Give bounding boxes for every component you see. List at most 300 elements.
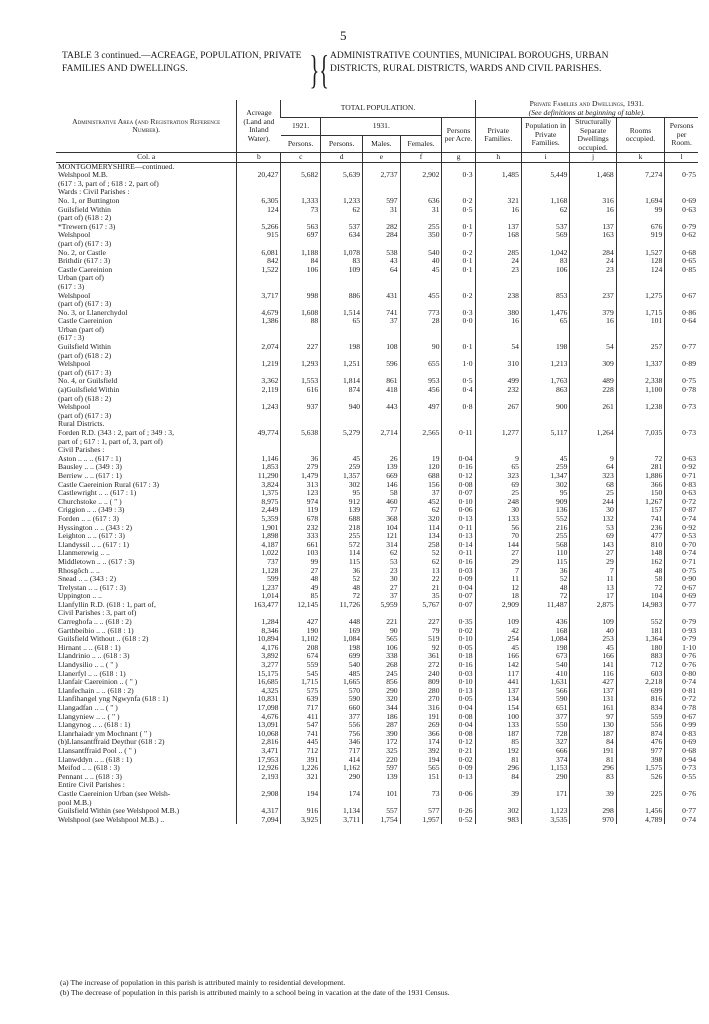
header-females: Females. — [400, 135, 442, 153]
value-cell: 133 — [475, 515, 521, 524]
value-cell: 455 — [400, 292, 442, 301]
value-cell — [363, 369, 400, 378]
value-cell: 1,188 — [281, 249, 321, 258]
table-row — [56, 575, 698, 584]
value-cell: 0·89 — [665, 360, 698, 369]
value-cell — [616, 180, 665, 189]
value-cell: 0·0 — [442, 317, 475, 326]
value-cell: 737 — [237, 558, 281, 567]
value-cell — [442, 352, 475, 361]
value-cell: 1,333 — [281, 197, 321, 206]
value-cell — [665, 799, 698, 808]
area-cell: Llandyssil .. .. (617 : 1) — [58, 540, 130, 549]
table-row — [56, 601, 698, 610]
value-cell — [281, 420, 321, 429]
value-cell: 161 — [570, 704, 616, 713]
value-cell: 661 — [281, 541, 321, 550]
value-cell — [363, 412, 400, 421]
value-cell: 168 — [521, 627, 570, 636]
value-cell: 651 — [521, 704, 570, 713]
value-cell: 1,128 — [237, 567, 281, 576]
value-cell: 327 — [521, 738, 570, 747]
value-cell — [400, 326, 442, 335]
value-cell: 3,711 — [321, 816, 363, 825]
value-cell — [475, 412, 521, 421]
header-private-families — [475, 100, 698, 118]
value-cell: 540 — [321, 661, 363, 670]
value-cell: 190 — [281, 627, 321, 636]
value-cell: 108 — [363, 343, 400, 352]
value-cell: 374 — [521, 756, 570, 765]
value-cell: 37 — [363, 317, 400, 326]
value-cell: 131 — [570, 695, 616, 704]
value-cell — [665, 412, 698, 421]
value-cell — [616, 781, 665, 790]
value-cell: 2,714 — [363, 429, 400, 438]
value-cell: 445 — [281, 738, 321, 747]
value-cell: 64 — [363, 266, 400, 275]
value-cell: 12 — [475, 584, 521, 593]
table-row — [56, 756, 698, 765]
value-cell: 0·07 — [442, 489, 475, 498]
value-cell: 3,471 — [237, 747, 281, 756]
value-cell: 699 — [321, 652, 363, 661]
value-cell: 861 — [363, 377, 400, 386]
value-cell — [237, 369, 281, 378]
value-cell — [570, 609, 616, 618]
value-cell — [665, 162, 698, 171]
value-cell: 106 — [363, 644, 400, 653]
value-cell: 1,468 — [570, 171, 616, 180]
col-letter: b — [237, 153, 281, 163]
value-cell: 84 — [570, 738, 616, 747]
value-cell: 10,894 — [237, 635, 281, 644]
value-cell: 937 — [281, 403, 321, 412]
value-cell: 24 — [570, 257, 616, 266]
value-cell: 540 — [400, 249, 442, 258]
value-cell: 489 — [570, 377, 616, 386]
value-cell: 1,476 — [521, 309, 570, 318]
header-1931: 1931. — [321, 118, 442, 136]
area-cell: Entire Civil Parishes : — [58, 781, 125, 790]
value-cell — [475, 162, 521, 171]
value-cell: 103 — [281, 549, 321, 558]
table-row — [56, 515, 698, 524]
value-cell — [281, 274, 321, 283]
value-cell: 639 — [281, 695, 321, 704]
value-cell — [442, 446, 475, 455]
value-cell: 144 — [475, 541, 521, 550]
value-cell: 309 — [570, 360, 616, 369]
value-cell: 0·07 — [442, 601, 475, 610]
value-cell — [475, 180, 521, 189]
value-cell: 0·74 — [665, 515, 698, 524]
area-cell: Llandrinio .. .. (618 : 3) — [58, 652, 130, 661]
value-cell — [321, 300, 363, 309]
value-cell: 104 — [616, 592, 665, 601]
value-cell: 1,715 — [281, 678, 321, 687]
value-cell: 31 — [363, 206, 400, 215]
value-cell — [400, 412, 442, 421]
value-cell: 180 — [616, 644, 665, 653]
value-cell — [570, 369, 616, 378]
table-row — [56, 489, 698, 498]
value-cell: 16 — [570, 206, 616, 215]
table-row — [56, 558, 698, 567]
table-row — [56, 781, 698, 790]
value-cell: 456 — [400, 386, 442, 395]
value-cell: 0·67 — [665, 584, 698, 593]
value-cell: 0·14 — [442, 541, 475, 550]
value-cell: 0·08 — [442, 730, 475, 739]
value-cell: 0·73 — [665, 403, 698, 412]
value-cell: 427 — [570, 678, 616, 687]
value-cell: 0·02 — [442, 756, 475, 765]
value-cell: 69 — [475, 481, 521, 490]
value-cell: 141 — [570, 661, 616, 670]
value-cell — [363, 162, 400, 171]
value-cell — [237, 180, 281, 189]
value-cell — [665, 369, 698, 378]
value-cell — [570, 300, 616, 309]
table-row — [56, 377, 698, 386]
value-cell — [475, 326, 521, 335]
title-right: ADMINISTRATIVE COUNTIES, MUNICIPAL BOROUGHS, URBAN DISTRICTS, RURAL DISTRICTS, WARDS AND CIVIL PARISHES. — [330, 51, 609, 74]
value-cell — [616, 214, 665, 223]
header-pf: Private Families. — [475, 118, 521, 153]
value-cell: 115 — [521, 558, 570, 567]
value-cell: 1,293 — [281, 360, 321, 369]
footnote: (b) The decrease of population in this parish is attributed mainly to a school being in vacation at the date of the 1931 Census. — [60, 988, 450, 997]
value-cell: 95 — [321, 489, 363, 498]
value-cell: 1,665 — [321, 678, 363, 687]
value-cell: 998 — [281, 292, 321, 301]
value-cell — [442, 300, 475, 309]
value-cell — [475, 188, 521, 197]
area-cell: Brithdir (617 : 3) — [58, 257, 111, 266]
value-cell: 436 — [521, 618, 570, 627]
value-cell: 883 — [616, 652, 665, 661]
header-persons-1931: Persons. — [321, 135, 363, 153]
value-cell — [475, 369, 521, 378]
value-cell: 0·76 — [665, 790, 698, 799]
value-cell — [475, 274, 521, 283]
value-cell: 0·68 — [665, 747, 698, 756]
value-cell: 192 — [475, 747, 521, 756]
value-cell: 81 — [570, 756, 616, 765]
value-cell: 1,364 — [616, 635, 665, 644]
table-row — [56, 532, 698, 541]
value-cell: 1,237 — [237, 584, 281, 593]
value-cell — [616, 274, 665, 283]
value-cell: 3,277 — [237, 661, 281, 670]
value-cell: 106 — [281, 266, 321, 275]
table-row — [56, 292, 698, 301]
value-cell: 1,100 — [616, 386, 665, 395]
area-cell: Llanfihangel yng Ngwynfa (618 : 1) — [58, 695, 169, 704]
value-cell: 0·04 — [442, 584, 475, 593]
value-cell: 208 — [281, 644, 321, 653]
table-row — [56, 180, 698, 189]
area-cell: Llanerfyl .. .. (618 : 1) — [58, 669, 126, 678]
value-cell: 143 — [570, 541, 616, 550]
value-cell: 272 — [400, 661, 442, 670]
table-row — [56, 214, 698, 223]
area-cell: Welshpool M.B. — [58, 171, 108, 180]
table-row — [56, 266, 698, 275]
value-cell: 134 — [400, 532, 442, 541]
value-cell: 4,789 — [616, 816, 665, 825]
value-cell: 4,325 — [237, 687, 281, 696]
value-cell: 73 — [400, 790, 442, 799]
area-cell: Criggion .. .. (349 : 3) — [58, 506, 125, 515]
table-row — [56, 171, 698, 180]
area-cell: Civil Parishes : — [58, 446, 105, 455]
header-pop-pf: Population in Private Families. — [521, 118, 570, 153]
value-cell — [442, 274, 475, 283]
value-cell — [570, 352, 616, 361]
value-cell — [665, 180, 698, 189]
value-cell: 220 — [363, 756, 400, 765]
value-cell: 11,487 — [521, 601, 570, 610]
value-cell: 1,901 — [237, 524, 281, 533]
value-cell: 0·10 — [442, 678, 475, 687]
value-cell: 84 — [475, 773, 521, 782]
value-cell: 717 — [321, 747, 363, 756]
value-cell: 8,346 — [237, 627, 281, 636]
value-cell — [616, 420, 665, 429]
value-cell: 1,485 — [475, 171, 521, 180]
value-cell — [442, 180, 475, 189]
value-cell: 0·67 — [665, 713, 698, 722]
value-cell: 296 — [475, 764, 521, 773]
value-cell: 19 — [400, 455, 442, 464]
value-cell: 62 — [363, 549, 400, 558]
value-cell: 16,685 — [237, 678, 281, 687]
value-cell — [616, 240, 665, 249]
value-cell: 0·13 — [442, 687, 475, 696]
value-cell: 909 — [521, 498, 570, 507]
value-cell — [363, 180, 400, 189]
value-cell: 0·5 — [442, 206, 475, 215]
value-cell: 116 — [570, 670, 616, 679]
value-cell: 0·74 — [665, 678, 698, 687]
value-cell: 56 — [475, 524, 521, 533]
value-cell: 634 — [321, 231, 363, 240]
value-cell — [521, 420, 570, 429]
value-cell — [521, 188, 570, 197]
value-cell: 1,014 — [237, 592, 281, 601]
value-cell: 537 — [321, 223, 363, 232]
value-cell: 660 — [321, 704, 363, 713]
value-cell: 139 — [363, 773, 400, 782]
value-cell: 245 — [363, 670, 400, 679]
value-cell: 24 — [475, 257, 521, 266]
value-cell — [521, 781, 570, 790]
value-cell: 11,726 — [321, 601, 363, 610]
value-cell: 0·3 — [442, 171, 475, 180]
value-cell — [570, 395, 616, 404]
col-letter: h — [475, 153, 521, 163]
area-cell: Llanmerewig .. .. — [58, 549, 110, 558]
value-cell: 1,898 — [237, 532, 281, 541]
value-cell: 267 — [475, 403, 521, 412]
value-cell: 1,238 — [616, 403, 665, 412]
value-cell: 1,233 — [321, 197, 363, 206]
value-cell: 597 — [363, 197, 400, 206]
value-cell: 0·69 — [665, 592, 698, 601]
table-row — [56, 352, 698, 361]
value-cell — [321, 438, 363, 447]
value-cell: 45 — [475, 644, 521, 653]
value-cell: 296 — [570, 764, 616, 773]
value-cell: 187 — [570, 730, 616, 739]
value-cell: 194 — [400, 756, 442, 765]
value-cell: 569 — [521, 231, 570, 240]
value-cell — [665, 283, 698, 292]
value-cell: 114 — [400, 524, 442, 533]
value-cell: 12,926 — [237, 764, 281, 773]
area-cell: Llansantffraid Pool .. ( " ) — [58, 746, 137, 755]
value-cell: 0·1 — [442, 257, 475, 266]
value-cell: 5,959 — [363, 601, 400, 610]
value-cell — [616, 438, 665, 447]
value-cell — [616, 326, 665, 335]
value-cell: 0·73 — [665, 429, 698, 438]
value-cell: 53 — [570, 524, 616, 533]
value-cell: 0·72 — [665, 498, 698, 507]
value-cell: 0·13 — [442, 532, 475, 541]
value-cell: 20,427 — [237, 171, 281, 180]
value-cell — [665, 326, 698, 335]
table-row — [56, 455, 698, 464]
value-cell: 0·67 — [665, 292, 698, 301]
area-cell: Uppington .. .. — [58, 592, 102, 601]
value-cell: 728 — [521, 730, 570, 739]
value-cell: 7,274 — [616, 171, 665, 180]
value-cell: 410 — [521, 670, 570, 679]
area-cell: No. 1, or Buttington — [58, 196, 120, 205]
area-cell: Welshpool — [58, 360, 91, 369]
value-cell — [281, 283, 321, 292]
value-cell: 0·02 — [442, 627, 475, 636]
value-cell: 119 — [281, 506, 321, 515]
col-letter: i — [521, 153, 570, 163]
area-cell: Meifod .. .. (618 : 3) — [58, 764, 120, 773]
value-cell: 198 — [521, 343, 570, 352]
value-cell — [616, 283, 665, 292]
value-cell: 254 — [475, 635, 521, 644]
value-cell: 2,193 — [237, 773, 281, 782]
value-cell: 4,187 — [237, 541, 281, 550]
table-row — [56, 730, 698, 739]
value-cell — [521, 369, 570, 378]
table-row — [56, 524, 698, 533]
value-cell: 497 — [400, 403, 442, 412]
value-cell: 62 — [521, 206, 570, 215]
value-cell: 0·80 — [665, 670, 698, 679]
value-cell — [237, 420, 281, 429]
table-row — [56, 738, 698, 747]
value-cell — [570, 162, 616, 171]
value-cell: 186 — [363, 713, 400, 722]
value-cell: 366 — [616, 481, 665, 490]
value-cell: 1,134 — [321, 807, 363, 816]
value-cell — [400, 300, 442, 309]
value-cell: 916 — [281, 807, 321, 816]
value-cell: 970 — [570, 816, 616, 825]
value-cell: 5,117 — [521, 429, 570, 438]
value-cell: 0·71 — [665, 558, 698, 567]
table-row — [56, 618, 698, 627]
value-cell — [321, 799, 363, 808]
table-row — [56, 283, 698, 292]
value-cell: 2,338 — [616, 377, 665, 386]
value-cell: 25 — [475, 489, 521, 498]
value-cell — [400, 240, 442, 249]
value-cell: 977 — [616, 747, 665, 756]
table-row — [56, 481, 698, 490]
value-cell: 72 — [521, 592, 570, 601]
value-cell: 0·93 — [665, 627, 698, 636]
area-cell: Castle Caereinion — [58, 317, 113, 326]
value-cell — [475, 420, 521, 429]
area-cell: Hyssington .. .. (343 : 2) — [58, 523, 133, 532]
value-cell: 85 — [475, 738, 521, 747]
area-cell: (a)Guilsfield Within — [58, 386, 120, 395]
value-cell: 552 — [616, 618, 665, 627]
table-row — [56, 300, 698, 309]
value-cell: 0·99 — [665, 721, 698, 730]
table-row — [56, 644, 698, 653]
value-cell — [237, 214, 281, 223]
value-cell — [442, 240, 475, 249]
value-cell: 157 — [616, 506, 665, 515]
value-cell: 181 — [616, 627, 665, 636]
value-cell: 391 — [281, 756, 321, 765]
value-cell: 72 — [321, 592, 363, 601]
value-cell: 0·5 — [442, 377, 475, 386]
value-cell: 257 — [616, 343, 665, 352]
value-cell: 919 — [616, 231, 665, 240]
value-cell: 863 — [521, 386, 570, 395]
value-cell — [281, 781, 321, 790]
value-cell: 678 — [281, 515, 321, 524]
value-cell: 983 — [475, 816, 521, 825]
value-cell: 84 — [281, 257, 321, 266]
value-cell: 323 — [570, 472, 616, 481]
value-cell: 0·69 — [665, 197, 698, 206]
value-cell: 191 — [570, 747, 616, 756]
area-cell: Snead .. .. (343 : 2) — [58, 575, 116, 584]
area-cell: Aston .. .. .. (617 : 1) — [58, 454, 122, 463]
value-cell: 557 — [363, 807, 400, 816]
value-cell — [281, 162, 321, 171]
value-cell: 320 — [363, 695, 400, 704]
area-cell: Guilsfield Within — [58, 343, 111, 352]
value-cell: 366 — [400, 730, 442, 739]
value-cell: 90 — [363, 627, 400, 636]
col-letter: l — [665, 153, 698, 163]
value-cell: 1,277 — [475, 429, 521, 438]
value-cell: 0·69 — [665, 738, 698, 747]
value-cell — [237, 283, 281, 292]
value-cell: 109 — [321, 266, 363, 275]
value-cell — [521, 609, 570, 618]
value-cell: 0·35 — [442, 618, 475, 627]
value-cell: 16 — [475, 206, 521, 215]
area-cell: Leighton .. .. (617 : 3) — [58, 532, 125, 541]
